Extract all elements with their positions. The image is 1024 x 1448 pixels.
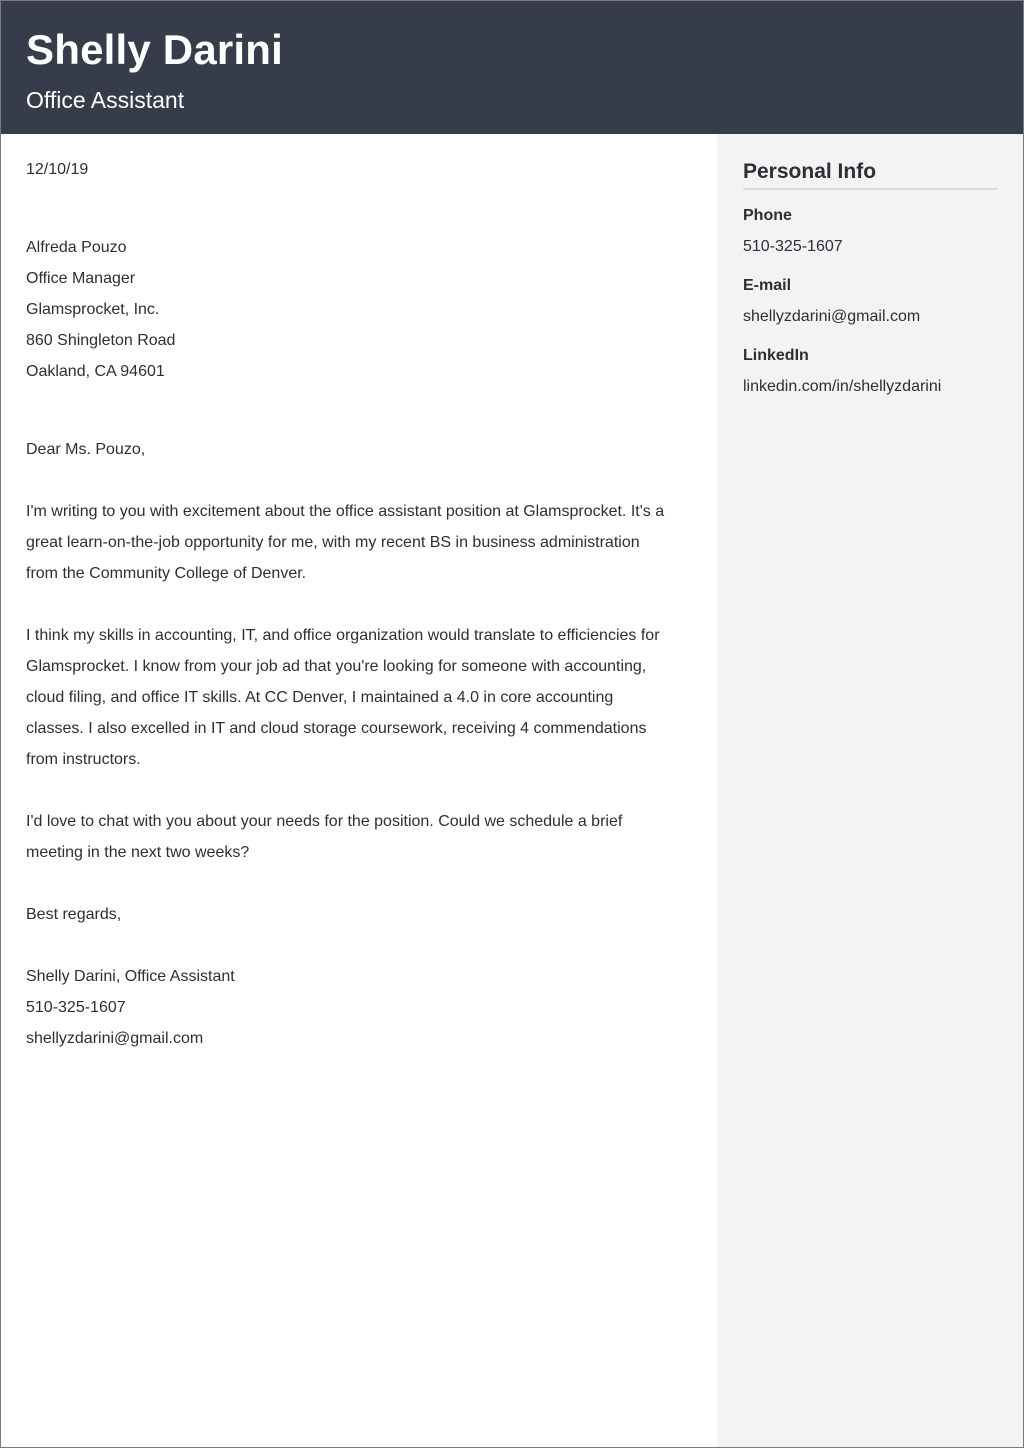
paragraph-line: I'd love to chat with you about your needs for the position. Could we schedule a brief: [26, 813, 623, 830]
personal-info-sidebar: [717, 134, 1023, 1447]
recipient-name: Alfreda Pouzo: [26, 239, 127, 256]
spacer: [26, 868, 696, 899]
paragraph-line: from instructors.: [26, 751, 141, 768]
applicant-role: Office Assistant: [26, 87, 185, 113]
signature-block: [26, 961, 696, 1054]
email-value: shellyzdarini@gmail.com: [743, 308, 921, 325]
personal-info-title: Personal Info: [743, 160, 877, 183]
letter-date: 12/10/19: [26, 161, 89, 178]
header-banner: [1, 1, 1023, 134]
letter-body: [26, 154, 696, 1054]
phone-label: Phone: [743, 207, 792, 224]
paragraph-line: cloud filing, and office IT skills. At CC Denver, I maintained a 4.0 in core accounting: [26, 689, 614, 706]
spacer: [26, 465, 696, 496]
paragraph-line: from the Community College of Denver.: [26, 565, 307, 582]
phone-value: 510-325-1607: [743, 238, 843, 255]
paragraph-2: [26, 620, 696, 775]
recipient-street: 860 Shingleton Road: [26, 332, 176, 349]
paragraph-line: great learn-on-the-job opportunity for me, with my recent BS in business administration: [26, 534, 640, 551]
section-divider: [743, 188, 998, 190]
email-label: E-mail: [743, 277, 792, 294]
paragraph-line: I'm writing to you with excitement about the office assistant position at Glamsprocket. It's a: [26, 503, 665, 520]
recipient-company: Glamsprocket, Inc.: [26, 301, 160, 318]
linkedin-value: linkedin.com/in/shellyzdarini: [743, 378, 942, 395]
closing: Best regards,: [26, 906, 122, 923]
applicant-name: Shelly Darini: [26, 26, 284, 73]
signature-email: shellyzdarini@gmail.com: [26, 1030, 204, 1047]
spacer: [26, 387, 696, 434]
recipient-city: Oakland, CA 94601: [26, 363, 165, 380]
paragraph-line: Glamsprocket. I know from your job ad that you're looking for someone with accounting,: [26, 658, 647, 675]
paragraph-line: meeting in the next two weeks?: [26, 844, 250, 861]
paragraph-1: [26, 496, 696, 589]
recipient-block: [26, 232, 696, 387]
linkedin-label: LinkedIn: [743, 347, 809, 364]
signature-phone: 510-325-1607: [26, 999, 126, 1016]
spacer: [26, 589, 696, 620]
paragraph-3: [26, 806, 696, 868]
paragraph-line: classes. I also excelled in IT and cloud storage coursework, receiving 4 commendations: [26, 720, 647, 737]
paragraph-line: I think my skills in accounting, IT, and office organization would translate to efficiencies for: [26, 627, 660, 644]
salutation: Dear Ms. Pouzo,: [26, 441, 146, 458]
spacer: [26, 930, 696, 961]
spacer: [26, 185, 696, 232]
spacer: [26, 775, 696, 806]
recipient-title: Office Manager: [26, 270, 136, 287]
signature-name: Shelly Darini, Office Assistant: [26, 968, 235, 985]
